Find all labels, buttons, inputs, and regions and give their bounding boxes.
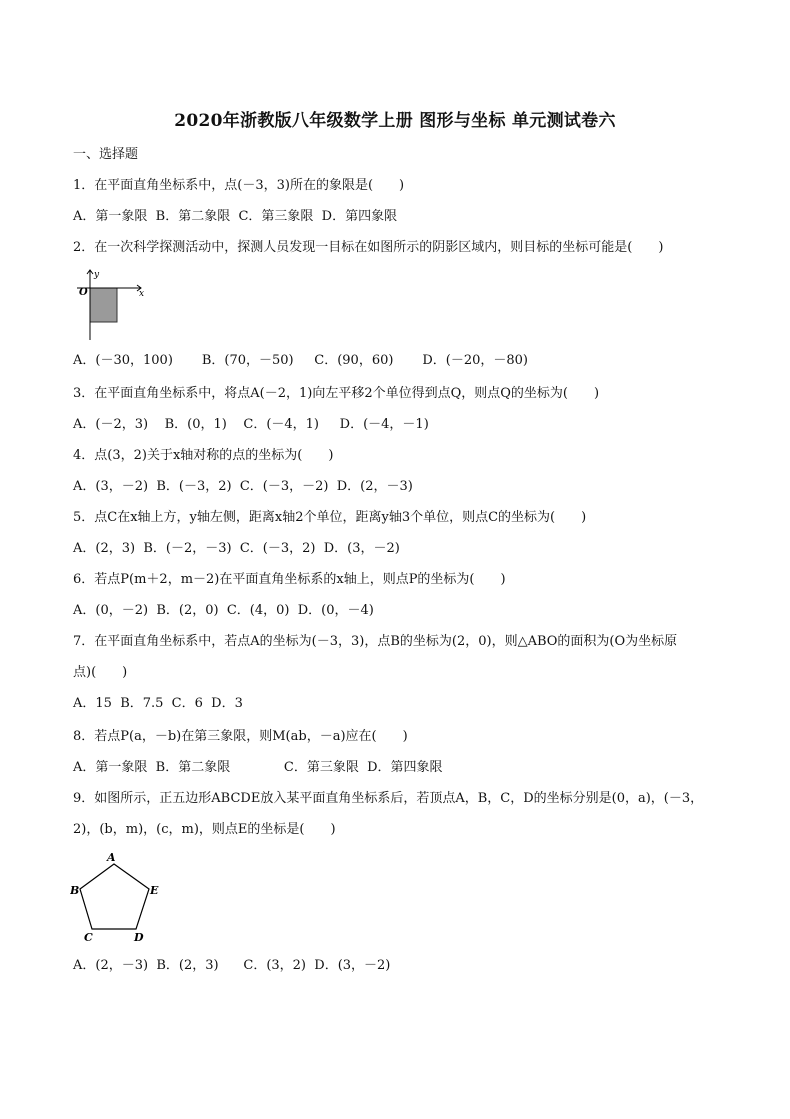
question-3-options: A．(－2，3) B．(0，1) C．(－4，1) D．(－4，－1): [73, 417, 429, 432]
question-5-options: A．(2，3) B．(－2，－3) C．(－3，2) D．(3，－2): [73, 541, 400, 556]
question-6-options: A．(0，－2) B．(2，0) C．(4，0) D．(0，－4): [73, 603, 374, 618]
question-7-continued: 点)( ): [73, 665, 128, 680]
shaded-region: [90, 288, 117, 322]
pentagon-figure: [70, 852, 162, 944]
question-2-options: A．(－30，100) B．(70，－50) C．(90，60) D．(－20，－80): [73, 353, 529, 368]
question-1-options: A．第一象限 B．第二象限 C．第三象限 D．第四象限: [73, 209, 398, 224]
question-9: 9．如图所示，正五边形ABCDE放入某平面直角坐标系后，若顶点A，B，C，D的坐标分别是(0，a)，(－3，: [73, 791, 704, 806]
vertex-label-d: D: [134, 931, 144, 944]
question-6: 6．若点P(m＋2，m－2)在平面直角坐标系的x轴上，则点P的坐标为( ): [73, 572, 506, 587]
question-2: 2．在一次科学探测活动中，探测人员发现一目标在如图所示的阴影区域内，则目标的坐标可能是( ): [73, 240, 664, 255]
page-title: 2020年浙教版八年级数学上册 图形与坐标 单元测试卷六: [174, 111, 616, 131]
vertex-label-e: E: [150, 884, 159, 897]
question-7-options: A．15 B．7.5 C．6 D．3: [73, 696, 243, 711]
question-4-options: A．(3，－2) B．(－3，2) C．(－3，－2) D．(2，－3): [73, 479, 413, 494]
pentagon-shape: [80, 864, 149, 929]
question-9-options: A．(2，－3) B．(2，3) C．(3，2) D．(3，－2): [73, 958, 391, 973]
question-7: 7．在平面直角坐标系中，若点A的坐标为(－3，3)，点B的坐标为(2，0)，则△ABO的面积为(O为坐标原: [73, 634, 678, 649]
section-heading: 一、选择题: [73, 147, 139, 162]
y-axis-label: y: [94, 270, 100, 280]
vertex-label-c: C: [84, 931, 93, 944]
question-5: 5．点C在x轴上方，y轴左侧，距离x轴2个单位，距离y轴3个单位，则点C的坐标为( ): [73, 510, 587, 525]
origin-label: O: [79, 287, 88, 298]
question-1: 1．在平面直角坐标系中，点(－3，3)所在的象限是( ): [73, 178, 405, 193]
question-4: 4．点(3，2)关于x轴对称的点的坐标为( ): [73, 448, 334, 463]
question-8: 8．若点P(a，－b)在第三象限，则M(ab，－a)应在( ): [73, 729, 408, 744]
vertex-label-b: B: [70, 884, 80, 897]
vertex-label-a: A: [107, 852, 116, 864]
question-8-options: A．第一象限 B．第二象限 C．第三象限 D．第四象限: [73, 760, 443, 775]
x-axis-label: x: [139, 289, 145, 299]
question-3: 3．在平面直角坐标系中，将点A(－2，1)向左平移2个单位得到点Q，则点Q的坐标为( ): [73, 386, 600, 401]
quadrant-figure: [73, 268, 153, 340]
question-9-continued: 2)，(b，m)，(c，m)，则点E的坐标是( ): [73, 822, 336, 837]
